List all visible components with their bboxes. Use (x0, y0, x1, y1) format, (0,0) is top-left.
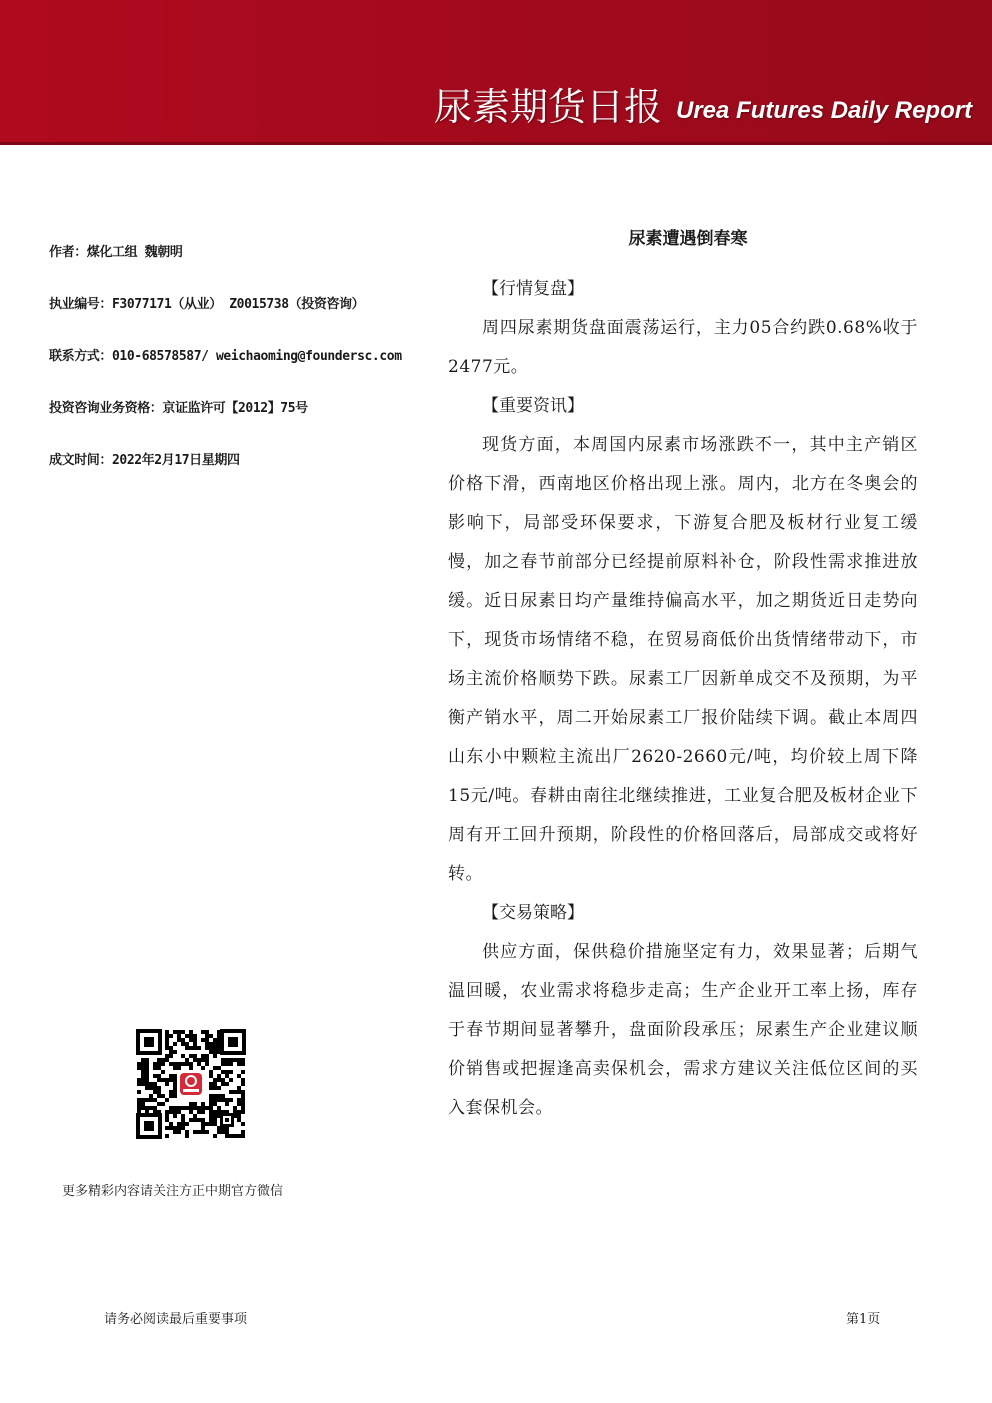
author-line: 作者：煤化工组 魏朝明 (49, 245, 183, 260)
wechat-qr-code-icon (136, 1029, 246, 1139)
section-paragraph-trading-strategy: 供应方面，保供稳价措施坚定有力，效果显著；后期气温回暖，农业需求将稳步走高；生产企业开工率上扬，库存于春节期间显著攀升，盘面阶段承压；尿素生产企业建议顺价销售或把握逢高卖保机会，需求方建议关注低位区间的买入套保机会。 (448, 942, 918, 1118)
contact-line: 联系方式：010-68578587/ weichaoming@foundersc.com (49, 349, 402, 364)
header-banner (0, 0, 992, 145)
report-title-cn: 尿素期货日报 (434, 85, 663, 129)
author-info-panel (49, 243, 429, 503)
qr-caption: 更多精彩内容请关注方正中期官方微信 (62, 1184, 284, 1199)
article-title: 尿素遭遇倒春寒 (628, 229, 748, 249)
section-paragraph-key-news: 现货方面，本周国内尿素市场涨跌不一，其中主产销区价格下滑，西南地区价格出现上涨。周内，北方在冬奥会的影响下，局部受环保要求，下游复合肥及板材行业复工缓慢，加之春节前部分已经提前原料补仓，阶段性需求推进放缓。近日尿素日均产量维持偏高水平，加之期货近日走势向下，现货市场情绪不稳，在贸易商低价出货情绪带动下，市场主流价格顺势下跌。尿素工厂因新单成交不及预期，为平衡产销水平，周二开始尿素工厂报价陆续下调。截止本周四山东小中颗粒主流出厂2620-2660元/吨，均价较上周下降15元/吨。春耕由南往北继续推进，工业复合肥及板材企业下周有开工回升预期，阶段性的价格回落后，局部成交或将好转。 (448, 435, 918, 884)
section-heading-key-news: 【重要资讯】 (482, 396, 584, 416)
qualification-line: 投资咨询业务资格：京证监许可【2012】75号 (49, 401, 308, 416)
section-heading-market-review: 【行情复盘】 (482, 279, 584, 299)
section-paragraph-market-review: 周四尿素期货盘面震荡运行，主力05合约跌0.68%收于2477元。 (448, 318, 918, 377)
report-title-en: Urea Futures Daily Report (676, 97, 973, 124)
footer-disclaimer-notice: 请务必阅读最后重要事项 (104, 1312, 248, 1327)
license-number-line: 执业编号：F3077171（从业） Z0015738（投资咨询） (49, 297, 365, 312)
page-number: 第1页 (846, 1312, 881, 1327)
section-heading-trading-strategy: 【交易策略】 (482, 903, 584, 923)
date-line: 成文时间：2022年2月17日星期四 (49, 453, 240, 468)
article (448, 226, 918, 1128)
